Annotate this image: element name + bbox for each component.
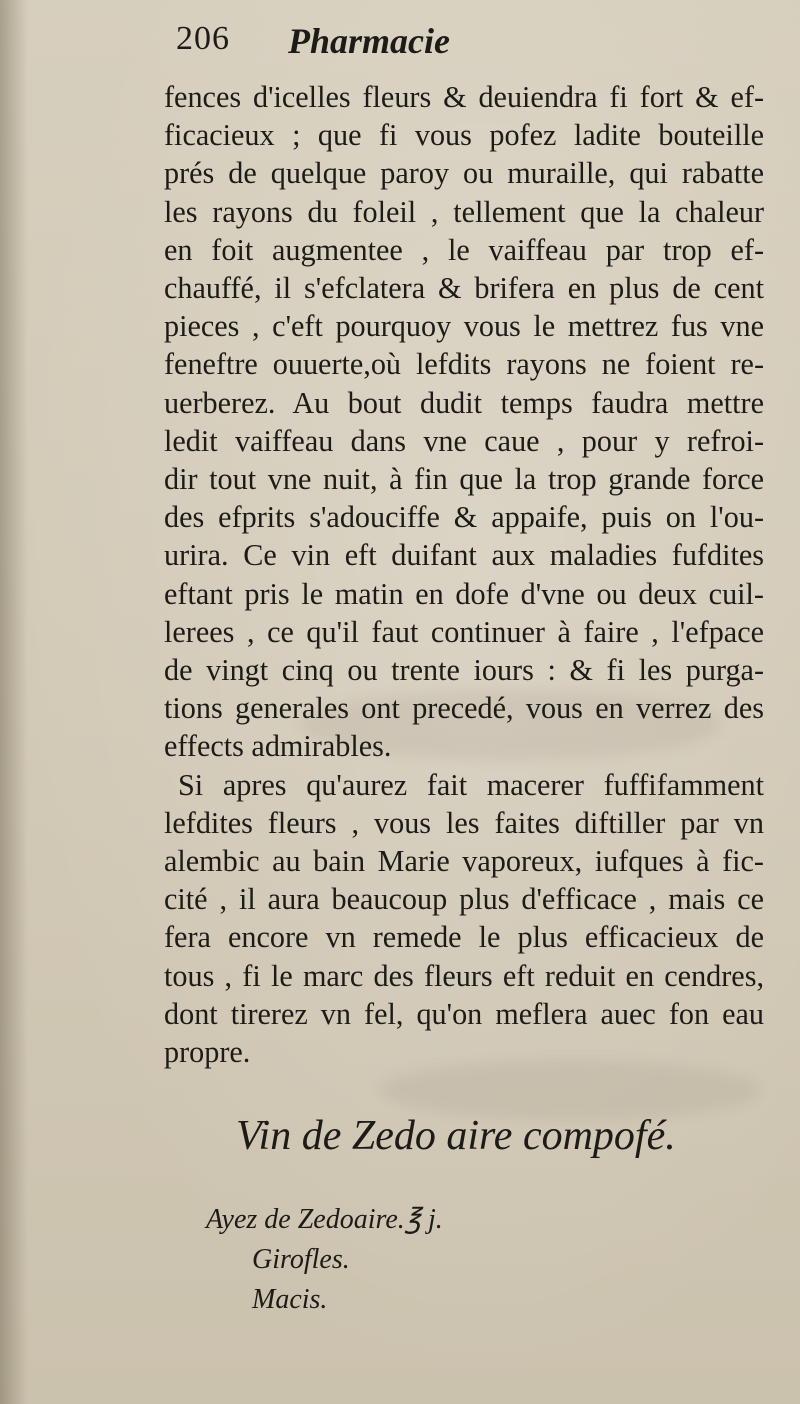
text-line: dont tirerez vn fel, qu'on meflera auec fon eau xyxy=(164,996,764,1031)
recipe-title: Vin de Zedo aire compofé. xyxy=(236,1113,676,1159)
page-number: 206 xyxy=(176,20,230,57)
text-line: prés de quelque paroy ou muraille, qui rabatte xyxy=(164,156,764,191)
text-line: de vingt cinq ou trente iours : & fi les purga- xyxy=(164,653,764,688)
text-line: Si apres qu'aurez fait macerer fuffifamment xyxy=(178,767,764,802)
text-line: en foit augmentee , le vaiffeau par trop ef- xyxy=(164,232,764,267)
text-line: tions generales ont precedé, vous en verrez des xyxy=(164,691,764,726)
text-line: cité , il aura beaucoup plus d'efficace , mais ce xyxy=(164,882,764,917)
text-line: eftant pris le matin en dofe d'vne ou deux cuil- xyxy=(164,576,764,611)
text-line: les rayons du foleil , tellement que la chaleur xyxy=(164,194,764,229)
text-line: alembic au bain Marie vaporeux, iufques à fic- xyxy=(164,844,764,879)
text-line: lefdites fleurs , vous les faites diftiller par vn xyxy=(164,805,764,840)
body-text xyxy=(164,78,764,1071)
text-line: lerees , ce qu'il faut continuer à faire , l'efpace xyxy=(164,614,764,649)
text-line: tous , fi le marc des fleurs eft reduit en cendres, xyxy=(164,958,764,993)
ingredient-list xyxy=(206,1200,443,1320)
text-line: fera encore vn remede le plus efficacieux de xyxy=(164,920,764,955)
text-line: des efprits s'adouciffe & appaife, puis on l'ou- xyxy=(164,500,764,535)
ingredient-item: Macis. xyxy=(252,1284,328,1315)
running-head: Pharmacie xyxy=(288,21,450,61)
ingredient-item: Girofles. xyxy=(252,1244,350,1275)
text-line: fences d'icelles fleurs & deuiendra fi fort & ef- xyxy=(164,80,764,114)
text-line: dir tout vne nuit, à fin que la trop grande force xyxy=(164,462,764,497)
text-line: ficacieux ; que fi vous pofez ladite bouteille xyxy=(164,118,764,153)
text-line: pieces , c'eft pourquoy vous le mettrez fus vne xyxy=(164,309,764,344)
text-line: uerberez. Au bout dudit temps faudra mettre xyxy=(164,385,764,420)
text-line: chauffé, il s'efclatera & brifera en plus de cent xyxy=(164,271,764,306)
page-header xyxy=(176,20,636,70)
text-line: feneftre ouuerte,où lefdits rayons ne foient re- xyxy=(164,347,764,382)
text-line: ledit vaiffeau dans vne caue , pour y refroi- xyxy=(164,423,764,458)
ingredient-item: Ayez de Zedoaire.℥ j. xyxy=(206,1204,443,1235)
text-line: effects admirables. xyxy=(164,729,392,764)
text-line: urira. Ce vin eft duifant aux maladies fufdites xyxy=(164,538,764,573)
text-line: propre. xyxy=(164,1035,251,1070)
